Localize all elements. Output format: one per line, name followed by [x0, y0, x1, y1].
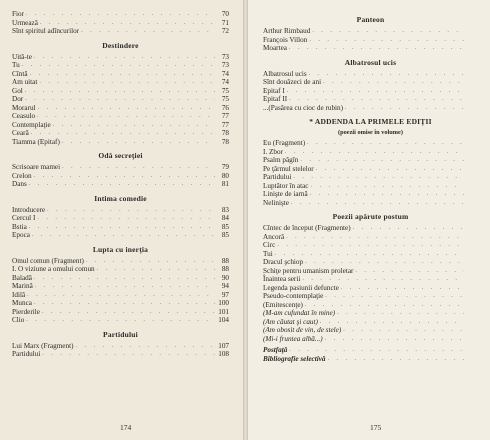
- toc-entry: [263, 165, 478, 174]
- dot-leader: [42, 308, 215, 317]
- toc-entry-page: 84: [221, 214, 229, 222]
- toc-entry: [263, 346, 478, 355]
- toc-entry-title: Cercul I: [12, 214, 36, 222]
- dot-leader: [37, 214, 215, 223]
- section-heading: Albatrosul ucis: [344, 57, 397, 67]
- toc-entry: [12, 121, 229, 130]
- toc-entry-page: 73: [221, 61, 229, 69]
- toc-entry: [12, 27, 229, 36]
- toc-entry-title: Dor: [12, 95, 24, 103]
- toc-entry-title: Cîntă: [12, 69, 28, 78]
- dot-leader: [287, 87, 464, 96]
- dot-leader: [35, 282, 215, 291]
- toc-entry: [263, 318, 478, 327]
- section-heading: Intima comedie: [94, 193, 147, 203]
- toc-entry-title: Marină: [12, 282, 33, 290]
- toc-entry: [263, 87, 478, 96]
- toc-entry: [12, 70, 229, 79]
- toc-entry-title: Moartea: [263, 44, 287, 52]
- dot-leader: [327, 355, 464, 364]
- toc-entry-title: (Am obosit de vin, de stele): [263, 326, 342, 334]
- toc-entry: [12, 61, 229, 70]
- page-number: 175: [370, 423, 382, 432]
- dot-leader: [62, 163, 215, 172]
- dot-leader: [25, 95, 215, 104]
- toc-entry: [12, 180, 229, 189]
- toc-entry: [263, 284, 478, 293]
- toc-entry: [263, 70, 478, 79]
- toc-entry-title: Contemplaţie: [12, 120, 51, 129]
- toc-entry: [263, 190, 478, 199]
- toc-entry-title: Morarul: [12, 103, 36, 112]
- toc-entry: [263, 36, 478, 45]
- toc-entry-title: Psalm păgîn: [263, 156, 299, 164]
- toc-entry-title: Introducere: [12, 205, 46, 214]
- toc-entry: [12, 299, 229, 308]
- toc-entry-title: Fior: [12, 10, 24, 18]
- toc-entry: [12, 291, 229, 300]
- toc-entry-page: 78: [221, 129, 229, 137]
- right-page: [245, 0, 490, 440]
- toc-entry-title: Uită-te: [12, 52, 32, 61]
- toc-entry-title: Pe ţărmul stelelor: [263, 164, 314, 173]
- toc-entry: [263, 258, 478, 267]
- toc-entry-title: Omul comun (Fragment): [12, 256, 84, 265]
- toc-entry-title: Munca: [12, 299, 32, 307]
- toc-entry-title: Schiţe pentru umanism proletar: [263, 266, 354, 275]
- toc-entry: [12, 19, 229, 28]
- toc-entry-page: 79: [221, 163, 229, 171]
- dot-leader: [30, 70, 215, 79]
- toc-entry-title: Linişte de iarnă: [263, 190, 308, 198]
- dot-leader: [22, 61, 215, 70]
- toc-entry-title: Albatrosul ucis: [263, 69, 307, 78]
- toc-entry-title: (Emitescenţe): [263, 300, 303, 309]
- toc-entry: [12, 308, 229, 317]
- dot-leader: [316, 165, 464, 174]
- toc-entry: [263, 44, 478, 53]
- toc-entry: [12, 274, 229, 283]
- toc-entry: [263, 267, 478, 276]
- toc-entry-page: 78: [221, 137, 229, 146]
- dot-leader: [25, 87, 215, 96]
- toc-entry-page: 73: [221, 52, 229, 61]
- dot-leader: [323, 78, 464, 87]
- dot-leader: [26, 316, 215, 325]
- toc-entry-title: I. O viziune a omului comun: [12, 265, 95, 273]
- dot-leader: [39, 78, 215, 87]
- toc-entry: [263, 182, 478, 191]
- toc-entry-title: Sînt douăzeci de ani: [263, 78, 322, 86]
- dot-leader: [285, 148, 464, 157]
- toc-entry-page: 74: [221, 69, 229, 78]
- page-number: 174: [120, 423, 132, 432]
- dot-leader: [325, 335, 464, 344]
- dot-leader: [286, 233, 464, 242]
- toc-entry-title: Pierderile: [12, 307, 40, 316]
- toc-entry-title: ...(Pasărea cu cioc de rubin): [263, 103, 344, 112]
- toc-entry: [263, 335, 478, 344]
- toc-entry-title: Bstia: [12, 222, 27, 231]
- section-heading: Partidului: [103, 329, 138, 339]
- toc-entry: [263, 104, 478, 113]
- toc-entry-title: Lui Marx (Fragment): [12, 341, 74, 350]
- toc-entry-title: Arthur Rimbaud: [263, 27, 311, 35]
- dot-leader: [307, 139, 464, 148]
- toc-entry: [263, 78, 478, 87]
- dot-leader: [29, 180, 215, 189]
- toc-entry: [263, 233, 478, 242]
- toc-entry-page: 97: [221, 290, 229, 299]
- toc-entry: [12, 78, 229, 87]
- toc-entry: [263, 224, 478, 233]
- toc-entry: [263, 27, 478, 36]
- toc-entry-page: 76: [221, 103, 229, 112]
- toc-entry-title: Ancoră: [263, 232, 285, 241]
- toc-entry-page: 81: [221, 180, 229, 188]
- toc-entry: [263, 156, 478, 165]
- dot-leader: [26, 10, 215, 19]
- toc-entry: [263, 309, 478, 318]
- dot-leader: [53, 121, 215, 130]
- toc-entry: [263, 250, 478, 259]
- toc-entry: [12, 10, 229, 19]
- toc-entry: [263, 326, 478, 335]
- dot-leader: [341, 284, 464, 293]
- toc-entry-page: 100: [218, 299, 229, 307]
- toc-entry-title: (Am căutat şi caut): [263, 317, 318, 326]
- toc-entry: [263, 355, 478, 364]
- toc-entry-page: 90: [221, 273, 229, 282]
- dot-leader: [75, 342, 215, 351]
- toc-entry-page: 74: [221, 78, 229, 86]
- toc-entry-title: Dracul şchiop: [263, 258, 304, 266]
- toc-entry-title: Bibliografie selectivă: [263, 354, 326, 363]
- toc-entry-page: 107: [218, 341, 229, 350]
- dot-leader: [81, 27, 215, 36]
- toc-entry-title: (M-am cufundat în mine): [263, 309, 336, 317]
- toc-entry-title: Eu (Fragment): [263, 139, 306, 147]
- dot-leader: [289, 95, 464, 104]
- dot-leader: [312, 27, 464, 36]
- dot-leader: [62, 138, 215, 147]
- toc-entry: [12, 95, 229, 104]
- toc-entry: [263, 139, 478, 148]
- toc-entry-title: Am uitat: [12, 78, 38, 86]
- toc-entry-page: 72: [221, 27, 229, 35]
- toc-entry: [12, 214, 229, 223]
- toc-entry: [12, 282, 229, 291]
- toc-entry: [12, 104, 229, 113]
- toc-entry-title: Legenda pasiunii defuncte: [263, 283, 339, 292]
- toc-entry-page: 85: [221, 231, 229, 239]
- dot-leader: [353, 224, 464, 233]
- toc-entry: [263, 173, 478, 182]
- dot-leader: [277, 241, 464, 250]
- toc-entry-title: François Villon: [263, 35, 308, 44]
- toc-entry-page: 71: [221, 18, 229, 27]
- dot-leader: [345, 104, 464, 113]
- toc-entry-page: 80: [221, 171, 229, 180]
- dot-leader: [29, 223, 215, 232]
- toc-entry-page: 94: [221, 282, 229, 290]
- dot-leader: [47, 206, 215, 215]
- toc-entry: [263, 241, 478, 250]
- toc-entry: [263, 148, 478, 157]
- toc-entry: [12, 163, 229, 172]
- toc-entry-title: Nelinişte: [263, 198, 289, 207]
- toc-entry-title: Partidului: [263, 173, 292, 181]
- dot-leader: [305, 301, 464, 310]
- toc-entry-title: Clio: [12, 316, 25, 324]
- toc-entry-title: (Mi-i fruntea albă...): [263, 334, 323, 343]
- dot-leader: [38, 104, 215, 113]
- section-note: (poezii omise în volume): [338, 129, 403, 136]
- toc-entry: [12, 231, 229, 240]
- dot-leader: [291, 199, 464, 208]
- dot-leader: [27, 291, 215, 300]
- dot-leader: [34, 172, 215, 181]
- toc-entry: [12, 350, 229, 359]
- toc-entry-title: Epitaf II: [263, 95, 288, 103]
- toc-entry-title: Luptător în atac: [263, 181, 309, 190]
- toc-entry-title: Circ: [263, 241, 276, 249]
- toc-entry-title: Tui: [263, 249, 273, 258]
- section-heading: Odă secreţiei: [98, 151, 143, 160]
- toc-entry: [12, 342, 229, 351]
- dot-leader: [34, 53, 215, 62]
- toc-entry-title: Tu: [12, 61, 20, 69]
- toc-entry-page: 88: [221, 256, 229, 265]
- toc-entry-title: Dans: [12, 180, 27, 188]
- dot-leader: [37, 112, 215, 121]
- toc-entry-page: 77: [221, 112, 229, 120]
- toc-entry-title: Ceasulo: [12, 112, 36, 120]
- section-heading: Destindere: [102, 40, 139, 50]
- dot-leader: [343, 326, 464, 335]
- toc-entry: [12, 129, 229, 138]
- toc-entry-page: 108: [218, 350, 229, 358]
- toc-entry-page: 75: [221, 95, 229, 103]
- dot-leader: [309, 70, 464, 79]
- toc-entry-title: Pseudo-contemplaţie: [263, 292, 324, 300]
- dot-leader: [34, 274, 215, 283]
- toc-entry-page: 77: [221, 120, 229, 129]
- toc-entry: [263, 301, 478, 310]
- toc-entry: [12, 265, 229, 274]
- toc-entry: [263, 95, 478, 104]
- dot-leader: [325, 292, 464, 301]
- toc-entry-title: Urmează: [12, 18, 38, 27]
- toc-entry-page: 75: [221, 86, 229, 95]
- dot-leader: [355, 267, 464, 276]
- section-heading: Lupta cu inerţia: [92, 244, 149, 254]
- dot-leader: [302, 275, 464, 284]
- dot-leader: [275, 250, 464, 259]
- toc-entry-title: Înaintea serii: [263, 275, 301, 283]
- dot-leader: [97, 265, 215, 274]
- toc-entry-title: Cîntec de început (Fragmente): [263, 224, 351, 232]
- toc-entry-title: Scrisoare mamei: [12, 163, 61, 171]
- book-gutter: [243, 0, 248, 440]
- toc-entry: [12, 172, 229, 181]
- toc-entry-page: 70: [221, 10, 229, 18]
- dot-leader: [40, 19, 215, 28]
- toc-entry-title: Gol: [12, 86, 23, 95]
- toc-entry-title: I. Zbor: [263, 147, 283, 156]
- toc-entry-title: Tiamma (Epitaf): [12, 137, 60, 146]
- dot-leader: [310, 190, 464, 199]
- toc-entry-title: Partidului: [12, 350, 41, 358]
- toc-entry: [12, 206, 229, 215]
- dot-leader: [32, 231, 215, 240]
- toc-entry: [12, 53, 229, 62]
- section-heading: Panteon: [356, 15, 385, 24]
- dot-leader: [42, 350, 215, 359]
- toc-entry-page: 104: [218, 316, 229, 324]
- dot-leader: [337, 309, 464, 318]
- dot-leader: [293, 173, 464, 182]
- toc-entry: [12, 112, 229, 121]
- toc-entry-title: Baladă: [12, 273, 32, 282]
- toc-entry: [12, 257, 229, 266]
- toc-entry-page: 101: [218, 307, 229, 316]
- toc-entry-title: Epoca: [12, 231, 30, 239]
- toc-entry-title: Idilă: [12, 290, 26, 299]
- toc-entry: [12, 87, 229, 96]
- toc-entry: [12, 223, 229, 232]
- dot-leader: [31, 129, 215, 138]
- toc-entry-title: Sînt spiritul adîncurilor: [12, 27, 80, 35]
- toc-entry: [263, 199, 478, 208]
- dot-leader: [289, 44, 464, 53]
- dot-leader: [305, 258, 464, 267]
- dot-leader: [86, 257, 215, 266]
- dot-leader: [34, 299, 215, 308]
- toc-entry: [12, 316, 229, 325]
- toc-entry: [263, 275, 478, 284]
- dot-leader: [320, 318, 464, 327]
- toc-entry: [12, 138, 229, 147]
- toc-entry-title: Ceară: [12, 129, 29, 137]
- dot-leader: [300, 156, 464, 165]
- toc-entry-title: Epitaf I: [263, 86, 285, 95]
- toc-entry-page: 83: [221, 205, 229, 214]
- toc-entry-title: Postfaţă: [263, 346, 288, 354]
- toc-entry: [263, 292, 478, 301]
- toc-entry-title: Crelon: [12, 171, 32, 180]
- section-heading: Poezii apărute postum: [332, 212, 409, 221]
- dot-leader: [311, 182, 464, 191]
- section-heading: * ADDENDA LA PRIMELE EDIŢII: [309, 117, 432, 126]
- dot-leader: [309, 36, 464, 45]
- toc-entry-page: 85: [221, 222, 229, 231]
- dot-leader: [289, 346, 464, 355]
- toc-entry-page: 88: [221, 265, 229, 273]
